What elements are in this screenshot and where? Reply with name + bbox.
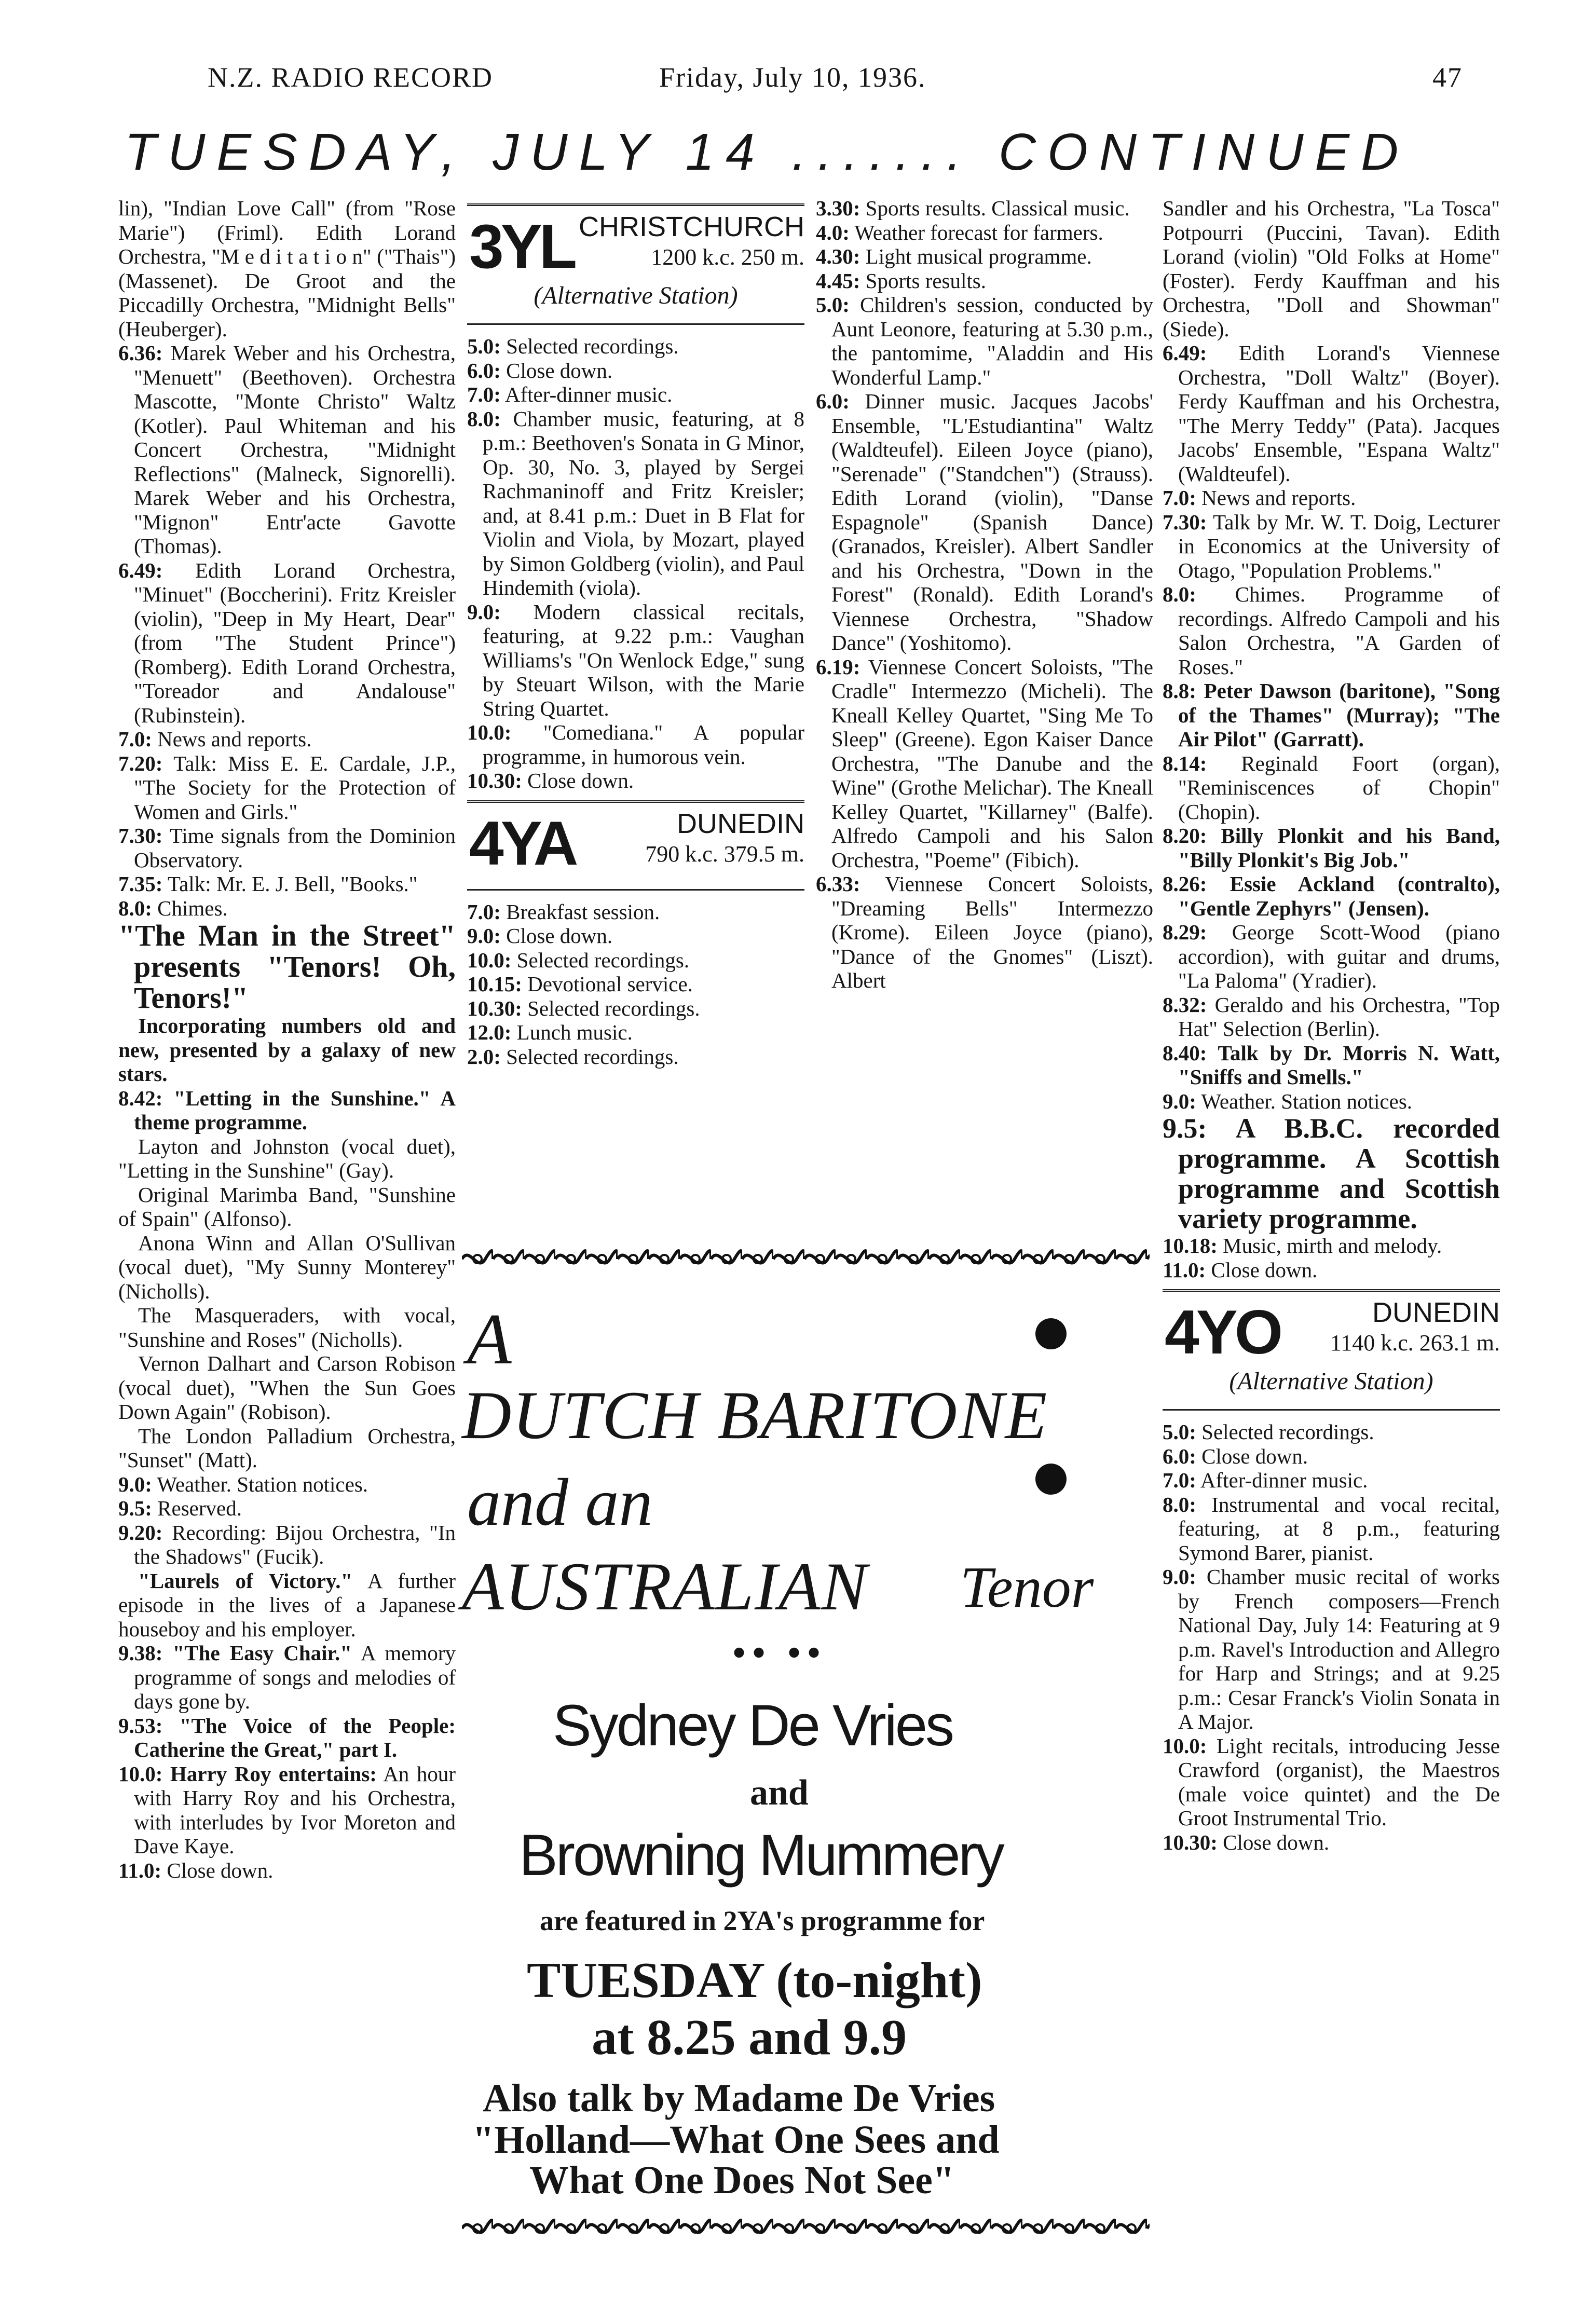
entry-text: Music, mirth and melody. — [1223, 1234, 1442, 1257]
programme-heading: "The Man in the Street" presents "Tenors! Oh, Tenors!" — [118, 919, 456, 1015]
entry-time: 8.26: — [1163, 872, 1207, 896]
entry-text: Sports results. Classical music. — [865, 196, 1130, 220]
day-banner: TUESDAY, JULY 14 ....... CONTINUED — [125, 123, 1410, 181]
entry-text: Essie Ackland (contralto), "Gentle Zephyrs" (Jensen). — [1178, 872, 1500, 920]
entry-text: Talk by Mr. W. T. Doig, Lecturer in Economics at the University of Otago, "Population Problems." — [1178, 510, 1500, 582]
entry-text: "Letting in the Sunshine." A theme programme. — [134, 1086, 456, 1134]
entry-time: 9.0: — [467, 924, 501, 948]
entry-text: Talk by Dr. Morris N. Watt, "Sniffs and Smells." — [1178, 1041, 1500, 1089]
entry-text: Edith Lorand's Viennese Orchestra, "Doll Waltz" (Boyer). Ferdy Kauffman and his Orchestra, "The Merry Teddy" (Pata). Jacques Jacobs' Ensemble, "Espana Waltz" (Waldteufel). — [1178, 341, 1500, 486]
ornament-border-bottom — [462, 2215, 1150, 2242]
entry-time: 9.53: — [118, 1713, 163, 1738]
station-frequency: 1140 k.c. 263.1 m. — [1330, 1330, 1500, 1356]
programme-entry — [118, 824, 456, 872]
entry-time: 4.45: — [816, 268, 860, 293]
entry-time: 6.49: — [1163, 341, 1207, 365]
programme-entry — [118, 727, 456, 751]
entry-time: 9.0: — [1163, 1089, 1196, 1113]
ad-talk-title-2: What One Does Not See" — [529, 2158, 955, 2202]
entry-text: Weather forecast for farmers. — [854, 220, 1103, 244]
programme-entry — [118, 1472, 456, 1497]
entry-text: Dinner music. Jacques Jacobs' Ensemble, "L'Estudiantina" Waltz (Waldteufel). Eileen Joyce (piano), "Serenade" ("Standchen") (Strauss). Edith Lorand (violin), "Danse Espagnole" (Spanish Dance) (Granados, Kreisler). Albert Sandler and his Orchestra, "Down in the Forest" (Ronald). Edith Lorand's Viennese Orchestra, "Shadow Dance" (Yoshitomo). — [831, 389, 1153, 654]
entry-time: 6.36: — [118, 341, 163, 365]
entry-time: 7.0: — [1163, 1468, 1196, 1492]
programme-entry — [467, 769, 804, 793]
page-number: 47 — [1432, 62, 1463, 93]
bullet-icon — [1035, 1318, 1067, 1349]
station-city: DUNEDIN — [1372, 1297, 1500, 1328]
station-header — [467, 203, 804, 325]
programme-entry — [118, 1183, 456, 1231]
programme-entry — [1163, 582, 1500, 679]
entry-time: 12.0: — [467, 1020, 512, 1044]
programme-entry — [118, 1086, 456, 1134]
ad-name-de-vries: Sydney De Vries — [553, 1693, 952, 1758]
entry-text: Peter Dawson (baritone), "Song of the Thames" (Murray); "The Air Pilot" (Garratt). — [1178, 679, 1500, 751]
station-frequency: 790 k.c. 379.5 m. — [645, 841, 804, 867]
programme-entry — [816, 221, 1153, 245]
publication-name: N.Z. RADIO RECORD — [208, 62, 494, 93]
programme-entry — [118, 1714, 456, 1762]
programme-entry — [816, 196, 1153, 221]
station-header — [467, 800, 804, 891]
programme-entry — [118, 1858, 456, 1883]
entry-text: Close down. — [1211, 1257, 1318, 1282]
entry-text: Selected recordings. — [1201, 1420, 1374, 1444]
entry-text: A further episode in the lives of a Japanese houseboy and his employer. — [118, 1568, 456, 1641]
entry-text: Chamber music, featuring, at 8 p.m.: Beethoven's Sonata in G Minor, Op. 30, No. 3, played by Sergei Rachmaninoff and Fritz Kreisler; and, at 8.41 p.m.: Duet in B Flat for Violin and Viola, by Mozart, played by Simon Goldberg (violin), and Paul Hindemith (viola). — [483, 406, 805, 599]
entry-time: 8.0: — [467, 406, 501, 431]
programme-entry — [816, 389, 1153, 655]
entry-text: Sports results. — [865, 268, 987, 293]
programme-entry — [1163, 1565, 1500, 1734]
ornament-dots: •• •• — [732, 1630, 827, 1676]
programme-entry — [1163, 993, 1500, 1041]
entry-text: Vernon Dalhart and Carson Robison (vocal duet), "When the Sun Goes Down Again" (Robison). — [118, 1351, 456, 1424]
entry-time: 8.32: — [1163, 992, 1207, 1017]
station-call-sign: 4YO — [1165, 1297, 1280, 1367]
programme-entry — [1163, 510, 1500, 583]
entry-text: Chimes. Programme of recordings. Alfredo Campoli and his Salon Orchestra, "A Garden of Roses." — [1178, 582, 1500, 679]
entry-text: Anona Winn and Allan O'Sullivan (vocal duet), "My Sunny Monterey" (Nicholls). — [118, 1231, 456, 1303]
entry-text: Breakfast session. — [506, 899, 660, 924]
programme-entry — [118, 1231, 456, 1304]
entry-time: 6.33: — [816, 872, 860, 896]
programme-entry — [1163, 1830, 1500, 1855]
programme-entry — [118, 1351, 456, 1424]
entry-text: Geraldo and his Orchestra, "Top Hat" Selection (Berlin). — [1178, 992, 1500, 1041]
entry-text: A memory programme of songs and melodies of days gone by. — [134, 1641, 456, 1713]
programme-entry — [1163, 824, 1500, 872]
programme-entry — [1163, 751, 1500, 824]
entry-time: 10.0: — [118, 1761, 163, 1786]
entry-text: Close down. — [167, 1858, 274, 1882]
programme-entry — [1163, 920, 1500, 993]
entry-text: The Masqueraders, with vocal, "Sunshine and Roses" (Nicholls). — [118, 1303, 456, 1351]
programme-entry — [1163, 1444, 1500, 1469]
entry-time: 2.0: — [467, 1044, 501, 1069]
entry-text: A B.B.C. recorded programme. A Scottish programme and Scottish variety programme. — [1178, 1113, 1500, 1234]
entry-time: 11.0: — [118, 1858, 162, 1882]
entry-text: Weather. Station notices. — [157, 1472, 368, 1496]
programme-entry — [1163, 872, 1500, 920]
programme-entry — [118, 1569, 456, 1642]
ad-day: TUESDAY (to-night) — [527, 1952, 982, 2008]
entry-text: An hour with Harry Roy and his Orchestra, with interludes by Ivor Moreton and Dave Kaye. — [134, 1761, 456, 1858]
entry-text: Close down. — [527, 769, 634, 792]
entry-text: Viennese Concert Soloists, "Dreaming Bells" Intermezzo (Krome). Eileen Joyce (piano), "Dance of the Gnomes" (Liszt). Albert — [831, 872, 1153, 992]
column-1 — [118, 196, 456, 1882]
programme-entry — [467, 900, 804, 924]
entry-text: Original Marimba Band, "Sunshine of Spain" (Alfonso). — [118, 1182, 456, 1231]
entry-time: 6.19: — [816, 654, 860, 679]
ad-and: and — [750, 1773, 809, 1813]
entry-time: 11.0: — [1163, 1257, 1206, 1282]
programme-entry — [118, 1521, 456, 1569]
entry-text: Reserved. — [157, 1496, 242, 1520]
programme-entry — [1163, 1089, 1500, 1114]
station-call-sign: 3YL — [469, 212, 575, 281]
entry-time: 8.29: — [1163, 920, 1207, 944]
ornament-border-top — [462, 1246, 1150, 1273]
programme-entry — [467, 1020, 804, 1045]
column-3 — [816, 196, 1153, 993]
programme-entry — [118, 1303, 456, 1351]
programme-entry — [467, 382, 804, 407]
programme-entry — [118, 341, 456, 558]
ad-dutch-baritone: DUTCH BARITONE — [462, 1377, 1048, 1453]
ad-australian: AUSTRALIAN — [462, 1548, 868, 1624]
entry-time: 3.30: — [816, 196, 860, 220]
entry-text: Light recitals, introducing Jesse Crawford (organist), the Maestros (male voice quintet) and the De Groot Instrumental Trio. — [1178, 1733, 1500, 1830]
programme-entry — [118, 558, 456, 728]
continued-entry — [118, 196, 456, 341]
programme-entry — [118, 1014, 456, 1086]
entry-time: 7.35: — [118, 872, 163, 896]
entry-time: 10.0: — [467, 720, 512, 744]
entry-time: 4.0: — [816, 220, 850, 244]
entry-text: After-dinner music. — [504, 382, 673, 406]
entry-text: Incorporating numbers old and new, presented by a galaxy of new stars. — [118, 1014, 456, 1086]
entry-time: 10.0: — [1163, 1733, 1207, 1758]
programme-entry — [467, 720, 804, 769]
entry-text: Selected recordings. — [527, 996, 700, 1020]
entry-time: 7.0: — [118, 727, 152, 751]
programme-entry — [816, 872, 1153, 993]
entry-text: The London Palladium Orchestra, "Sunset" (Matt). — [118, 1424, 456, 1472]
entry-text: Marek Weber and his Orchestra, "Menuett" (Beethoven). Orchestra Mascotte, "Monte Christo" Waltz (Kotler). Paul Whiteman and his Concert Orchestra, "Midnight Reflections" (Malneck, Signorelli). Marek Weber and his Orchestra, "Mignon" Entr'acte Gavotte (Thomas). — [134, 341, 456, 558]
programme-entry — [1163, 1113, 1500, 1234]
entry-time: 4.30: — [816, 244, 860, 268]
entry-time: 5.0: — [1163, 1420, 1196, 1444]
programme-entry — [467, 972, 804, 996]
entry-time: 10.30: — [467, 996, 522, 1020]
entry-text: Viennese Concert Soloists, "The Cradle" Intermezzo (Micheli). The Kneall Kelley Quartet, "Sing Me To Sleep" (Greene). Egon Kaiser Dance Orchestra, "The Danube and the Wine" (Grothe Melichar). The Kneall Kelley Quartet, "Killarney" (Balfe). Alfredo Campoli and his Salon Orchestra, "Poeme" (Fibich). — [831, 654, 1153, 872]
entry-lead: "Laurels of Victory." — [138, 1568, 353, 1593]
entry-time: 7.0: — [467, 899, 501, 924]
entry-text: Talk: Miss E. E. Cardale, J.P., "The Society for the Protection of Women and Girls." — [134, 751, 456, 824]
entry-time: 10.0: — [467, 948, 512, 972]
programme-entry — [118, 896, 456, 921]
programme-entry — [118, 1424, 456, 1472]
entry-time: 5.0: — [816, 293, 850, 317]
entry-time: 8.0: — [118, 896, 152, 920]
entry-time: 8.14: — [1163, 751, 1207, 775]
entry-time: 9.20: — [118, 1520, 163, 1544]
entry-text: Edith Lorand Orchestra, "Minuet" (Boccherini). Fritz Kreisler (violin), "Deep in My Heart, Dear" (from "The Student Prince") (Romberg). Edith Lorand Orchestra, "Toreador and Andalouse" (Rubinstein). — [134, 558, 456, 727]
programme-entry — [1163, 1493, 1500, 1565]
entry-time: 10.18: — [1163, 1234, 1218, 1257]
entry-text: Reginald Foort (organ), "Reminiscences of Chopin" (Chopin). — [1178, 751, 1500, 824]
programme-entry — [1163, 679, 1500, 751]
programme-entry — [1163, 1041, 1500, 1089]
entry-text: Light musical programme. — [865, 244, 1092, 268]
programme-entry — [467, 924, 804, 948]
ad-talk: Also talk by Madame De Vries — [483, 2076, 995, 2120]
entry-time: 9.5: — [1163, 1113, 1207, 1144]
programme-entry — [118, 1762, 456, 1858]
entry-time: 7.30: — [118, 824, 163, 847]
programme-entry — [1163, 486, 1500, 510]
station-subtitle: (Alternative Station) — [1229, 1368, 1433, 1395]
entry-lead: Harry Roy entertains: — [170, 1761, 377, 1786]
programme-entry — [118, 751, 456, 824]
entry-text: Layton and Johnston (vocal duet), "Letting in the Sunshine" (Gay). — [118, 1134, 456, 1182]
entry-text: Lunch music. — [516, 1020, 633, 1044]
column-2 — [467, 196, 804, 1069]
station-city: DUNEDIN — [676, 808, 804, 839]
advertisement — [462, 1246, 1150, 2242]
ad-featured: are featured in 2YA's programme for — [540, 1905, 985, 1936]
programme-entry — [118, 1641, 456, 1714]
entry-time: 5.0: — [467, 334, 501, 358]
station-frequency: 1200 k.c. 250 m. — [651, 244, 804, 270]
entry-time: 10.30: — [467, 769, 522, 792]
entry-time: 9.38: — [118, 1641, 163, 1665]
entry-time: 8.40: — [1163, 1041, 1207, 1065]
ad-name-mummery: Browning Mummery — [519, 1823, 1003, 1888]
entry-text: Recording: Bijou Orchestra, "In the Shadows" (Fucik). — [134, 1520, 456, 1568]
programme-entry — [467, 1045, 804, 1069]
programme-entry — [118, 1134, 456, 1183]
column-4 — [1163, 196, 1500, 1854]
entry-time: 7.0: — [467, 382, 501, 406]
entry-text: Close down. — [506, 924, 613, 948]
entry-time: 9.0: — [1163, 1565, 1196, 1589]
entry-time: 8.20: — [1163, 824, 1207, 847]
entry-time: 7.0: — [1163, 486, 1196, 510]
programme-entry — [467, 334, 804, 359]
entry-time: 6.0: — [467, 358, 501, 382]
entry-time: 9.0: — [467, 599, 501, 624]
entry-text: lin), "Indian Love Call" (from "Rose Marie") (Friml). Edith Lorand Orchestra, "M e d i t a t i o n" ("Thais") (Massenet). De Groot and the Piccadilly Orchestra, "Midnight Bells" (Heuberger). — [118, 196, 456, 341]
entry-time: 8.42: — [118, 1086, 163, 1110]
programme-entry — [467, 407, 804, 600]
entry-text: Talk: Mr. E. J. Bell, "Books." — [167, 872, 418, 896]
programme-entry — [467, 600, 804, 721]
entry-text: Selected recordings. — [516, 948, 690, 972]
entry-text: Billy Plonkit and his Band, "Billy Plonkit's Big Job." — [1178, 824, 1500, 872]
entry-text: Sandler and his Orchestra, "La Tosca" Potpourri (Puccini, Tavan). Edith Lorand (violin) "Old Folks at Home" (Foster). Ferdy Kauffman and his Orchestra, "Doll and Showman" (Siede). — [1163, 196, 1500, 341]
entry-text: After-dinner music. — [1200, 1468, 1368, 1492]
entry-time: 8.0: — [1163, 582, 1196, 606]
entry-time: 7.30: — [1163, 510, 1207, 534]
entry-text: Time signals from the Dominion Observatory. — [134, 824, 456, 872]
entry-text: Chamber music recital of works by French composers—French National Day, July 14: Featuring at 9 p.m. Ravel's Introduction and Allegro for Harp and Strings; and at 9.25 p.m.: Cesar Franck's Violin Sonata in A Major. — [1178, 1565, 1500, 1733]
entry-time: 6.49: — [118, 558, 163, 582]
entry-time: 8.0: — [1163, 1492, 1196, 1516]
entry-time: 6.0: — [1163, 1444, 1196, 1468]
entry-time: 9.5: — [118, 1496, 152, 1520]
programme-entry — [1163, 1234, 1500, 1258]
entry-text: Modern classical recitals, featuring, at 9.22 p.m.: Vaughan Williams's "On Wenlock Edge," sung by Steuart Wilson, with the Marie String Quartet. — [483, 599, 804, 720]
ad-times: at 8.25 and 9.9 — [592, 2009, 907, 2066]
ad-and-an: and an — [467, 1465, 653, 1540]
entry-time: 7.20: — [118, 751, 163, 775]
entry-time: 8.8: — [1163, 679, 1196, 703]
entry-lead: "The Easy Chair." — [172, 1641, 352, 1665]
programme-entry — [467, 359, 804, 383]
programme-entry — [1163, 1258, 1500, 1282]
programme-entry — [118, 1496, 456, 1521]
ad-tenor: Tenor — [960, 1555, 1094, 1620]
station-city: CHRISTCHURCH — [579, 211, 804, 242]
entry-text: Children's session, conducted by Aunt Leonore, featuring at 5.30 p.m., the pantomime, "Aladdin and His Wonderful Lamp." — [831, 293, 1154, 389]
entry-time: 6.0: — [816, 389, 850, 413]
bullet-icon — [1035, 1464, 1067, 1495]
entry-text: News and reports. — [157, 727, 312, 751]
programme-entry — [1163, 1420, 1500, 1444]
ad-talk-title-1: "Holland—What One Sees and — [472, 2118, 1000, 2162]
programme-entry — [467, 996, 804, 1021]
continued-entry — [1163, 196, 1500, 341]
station-call-sign: 4YA — [469, 808, 576, 878]
entry-text: Selected recordings. — [506, 334, 679, 358]
programme-entry — [467, 948, 804, 973]
programme-entry — [816, 293, 1153, 389]
entry-time: 10.15: — [467, 972, 522, 996]
entry-text: Close down. — [1223, 1830, 1330, 1854]
entry-text: Selected recordings. — [506, 1044, 679, 1069]
entry-text: Chimes. — [157, 896, 228, 920]
entry-text: Instrumental and vocal recital, featuring, at 8 p.m., featuring Symond Barer, pianist. — [1178, 1492, 1500, 1565]
entry-text: Close down. — [1201, 1444, 1308, 1468]
entry-text: Close down. — [506, 358, 613, 382]
programme-entry — [1163, 341, 1500, 486]
entry-text: News and reports. — [1201, 486, 1356, 510]
entry-text: George Scott-Wood (piano accordion), with guitar and drums, "La Paloma" (Yradier). — [1178, 920, 1500, 992]
station-subtitle: (Alternative Station) — [534, 282, 738, 309]
programme-entry — [1163, 1734, 1500, 1830]
entry-text: Weather. Station notices. — [1201, 1089, 1413, 1113]
programme-entry — [816, 244, 1153, 269]
entry-text: Devotional service. — [527, 972, 693, 996]
programme-entry — [118, 872, 456, 896]
issue-date: Friday, July 10, 1936. — [659, 62, 926, 93]
programme-entry — [816, 269, 1153, 293]
station-header — [1163, 1289, 1500, 1411]
ad-line-a: A — [467, 1299, 512, 1379]
entry-text: "Comediana." A popular programme, in humorous vein. — [483, 720, 805, 769]
programme-entry — [1163, 1468, 1500, 1493]
entry-time: 9.0: — [118, 1472, 152, 1496]
entry-text: "The Voice of the People: Catherine the Great," part I. — [134, 1713, 456, 1761]
programme-entry — [816, 655, 1153, 872]
entry-time: 10.30: — [1163, 1830, 1218, 1854]
